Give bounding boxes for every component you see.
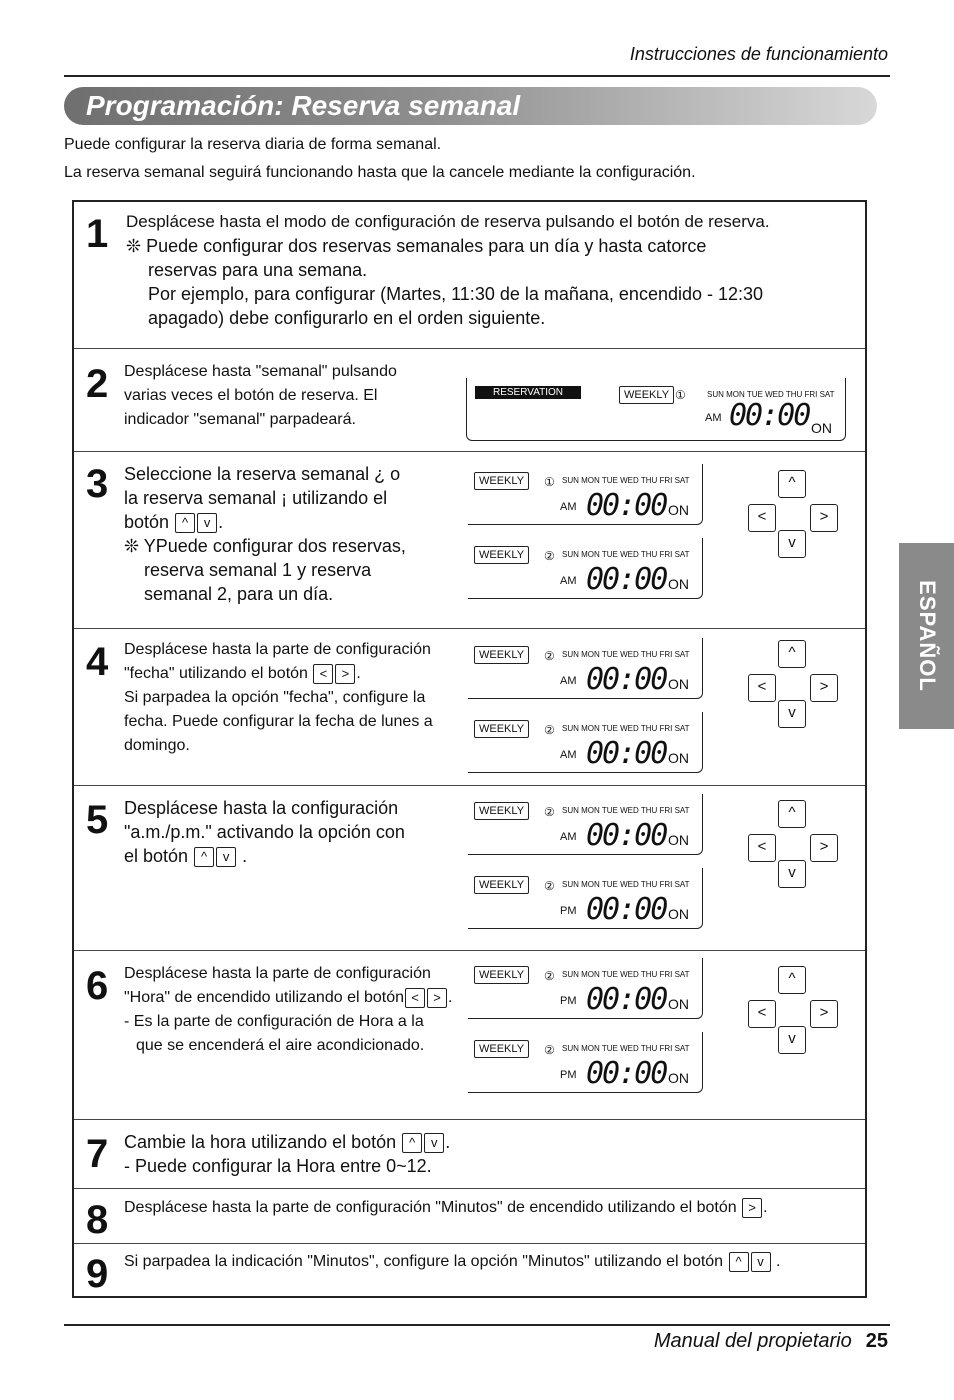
reservation-display: RESERVATION WEEKLY ① SUN MON TUE WED THU FRI SAT AM 00:00 ON <box>466 378 846 441</box>
step-1-text: Desplácese hasta el modo de configuración de reserva pulsando el botón de reserva. ❊ Puede configurar dos reservas semanales para un día y hasta catorce reservas para una semana. Por ejemplo, para configurar (Martes, 11:30 de la mañana, encendido - 12:30 apagado) debe configurarlo en el orden siguiente. <box>126 212 770 328</box>
down-button-icon: v <box>751 1252 771 1272</box>
down-key-icon: v <box>778 860 806 888</box>
step-number: 3 <box>86 462 109 506</box>
up-key-icon: ^ <box>778 966 806 994</box>
right-key-icon: > <box>810 674 838 702</box>
step-number: 4 <box>86 640 109 684</box>
right-button-icon: > <box>335 664 355 684</box>
left-button-icon: < <box>405 988 425 1008</box>
lcd-display: WEEKLY ① SUN MON TUE WED THU FRI SAT AM 00:00 ON <box>468 464 703 525</box>
up-button-icon: ^ <box>402 1133 422 1153</box>
step-2-text: Desplácese hasta "semanal" pulsando varias veces el botón de reserva. El indicador "semanal" parpadeará. <box>124 363 397 428</box>
page-title: Programación: Reserva semanal <box>86 90 521 121</box>
step-number: 8 <box>86 1198 109 1242</box>
language-tab: ESPAÑOL <box>899 543 954 729</box>
lcd-display: WEEKLY ② SUN MON TUE WED THU FRI SAT AM 00:00 ON <box>468 638 703 699</box>
step-9-text: Si parpadea la indicación "Minutos", configure la opción "Minutos" utilizando el botón ^ v . <box>124 1253 781 1270</box>
down-button-icon: v <box>424 1133 444 1153</box>
step-4-text: Desplácese hasta la parte de configuración "fecha" utilizando el botón < > . Si parpadea la opción "fecha", configure la fecha. Puede configurar la fecha de lunes a domingo. <box>124 641 433 754</box>
page-number: 25 <box>865 1330 888 1352</box>
lcd-display: WEEKLY ② SUN MON TUE WED THU FRI SAT PM 00:00 ON <box>468 1032 703 1093</box>
step-number: 7 <box>86 1132 109 1176</box>
right-button-icon: > <box>742 1198 762 1218</box>
right-key-icon: > <box>810 504 838 532</box>
lcd-display: WEEKLY ② SUN MON TUE WED THU FRI SAT AM 00:00 ON <box>468 712 703 773</box>
step-8-text: Desplácese hasta la parte de configuración "Minutos" de encendido utilizando el botón > . <box>124 1199 768 1216</box>
right-key-icon: > <box>810 834 838 862</box>
down-key-icon: v <box>778 1026 806 1054</box>
lcd-display: WEEKLY ② SUN MON TUE WED THU FRI SAT AM 00:00 ON <box>468 794 703 855</box>
left-button-icon: < <box>313 664 333 684</box>
step-5-text: Desplácese hasta la configuración "a.m./p.m." activando la opción con el botón ^ v . <box>124 798 405 866</box>
step-number: 9 <box>86 1252 109 1296</box>
step-number: 6 <box>86 964 109 1008</box>
section-header: Instrucciones de funcionamiento <box>629 44 888 64</box>
up-key-icon: ^ <box>778 800 806 828</box>
step-7-text: Cambie la hora utilizando el botón ^ v . - Puede configurar la Hora entre 0~12. <box>124 1132 451 1176</box>
up-button-icon: ^ <box>175 513 195 533</box>
down-button-icon: v <box>216 847 236 867</box>
down-key-icon: v <box>778 700 806 728</box>
up-button-icon: ^ <box>194 847 214 867</box>
step-3-text: Seleccione la reserva semanal ¿ o la reserva semanal ¡ utilizando el botón ^ v . ❊ YPuede configurar dos reservas, reserva semanal 1 y reserva semanal 2, para un día. <box>124 464 406 604</box>
step-6-text: Desplácese hasta la parte de configuración "Hora" de encendido utilizando el botón < > . - Es la parte de configuración de Hora a la que se encenderá el aire acondicionado. <box>124 965 453 1054</box>
up-key-icon: ^ <box>778 470 806 498</box>
bottom-rule <box>64 1324 890 1326</box>
right-key-icon: > <box>810 1000 838 1028</box>
lcd-display: WEEKLY ② SUN MON TUE WED THU FRI SAT AM 00:00 ON <box>468 538 703 599</box>
step-number: 2 <box>86 362 109 406</box>
step-number: 5 <box>86 798 109 842</box>
down-key-icon: v <box>778 530 806 558</box>
left-key-icon: < <box>748 674 776 702</box>
up-button-icon: ^ <box>729 1252 749 1272</box>
left-key-icon: < <box>748 504 776 532</box>
steps-box <box>72 200 867 1298</box>
step-number: 1 <box>86 212 109 256</box>
lcd-display: WEEKLY ② SUN MON TUE WED THU FRI SAT PM 00:00 ON <box>468 958 703 1019</box>
top-rule <box>64 75 890 77</box>
left-key-icon: < <box>748 1000 776 1028</box>
up-key-icon: ^ <box>778 640 806 668</box>
right-button-icon: > <box>427 988 447 1008</box>
lcd-display: WEEKLY ② SUN MON TUE WED THU FRI SAT PM 00:00 ON <box>468 868 703 929</box>
title-banner <box>64 87 877 125</box>
left-key-icon: < <box>748 834 776 862</box>
down-button-icon: v <box>197 513 217 533</box>
footer <box>654 1330 888 1353</box>
manual-title: Manual del propietario <box>653 1330 852 1352</box>
intro-line-2: La reserva semanal seguirá funcionando hasta que la cancele mediante la configuración. <box>64 164 696 181</box>
intro-line-1: Puede configurar la reserva diaria de forma semanal. <box>64 136 442 153</box>
